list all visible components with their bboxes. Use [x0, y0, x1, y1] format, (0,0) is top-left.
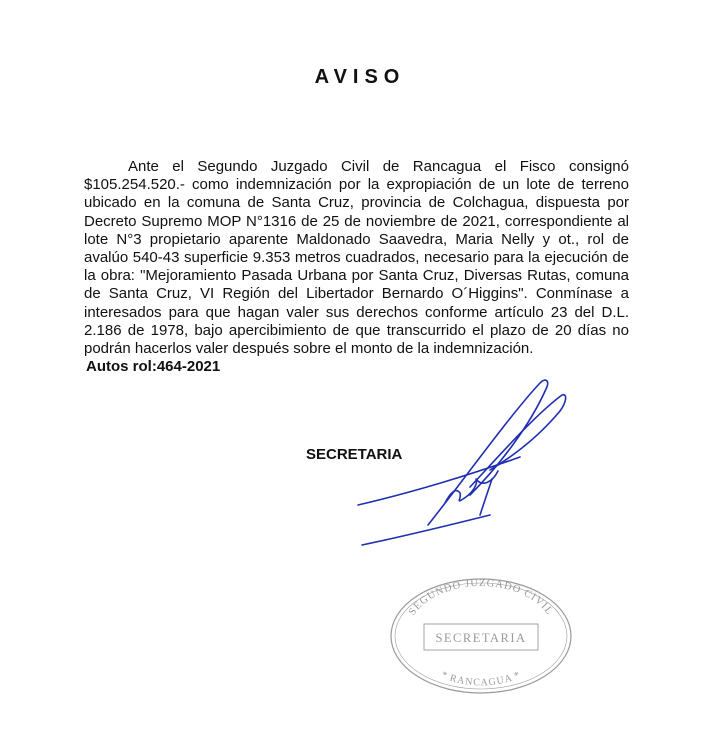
- svg-text:SEGUNDO JUZGADO CIVIL: [407, 578, 555, 618]
- signature-stroke-tick: [480, 479, 492, 515]
- signature-stroke-base: [358, 457, 520, 505]
- stamp-center-text: SECRETARIA: [435, 631, 527, 645]
- notice-paragraph: Ante el Segundo Juzgado Civil de Rancagua el Fisco consignó $105.254.520.- como indemnización por la expropiación de un lote de terreno ubicado en la comuna de Santa Cruz, provincia de Colchagua, dispuesta por Decreto Supremo MOP N°1316 de 25 de noviembre de 2021, correspondiente al lote N°3 propietario aparente Maldonado Saavedra, Maria Nelly y ot., rol de avalúo 540-43 superficie 9.353 metros cuadrados, necesario para la ejecución de la obra: "Mejoramiento Pasada Urbana por Santa Cruz, Diversas Rutas, comuna de Santa Cruz, VI Región del Libertador Bernardo O´Higgins". Conmínase a interesados para que hagan valer sus derechos conforme artículo 23 del D.L. 2.186 de 1978, bajo apercibimiento de que transcurrido el plazo de 20 días no podrán hacerlos valer después sobre el monto de la indemnización.: [84, 158, 629, 358]
- case-reference: Autos rol:464-2021: [86, 358, 221, 376]
- document-title: AVISO: [314, 66, 406, 88]
- court-seal: [388, 576, 574, 696]
- stamp-bottom-text: * RANCAGUA *: [439, 669, 523, 689]
- signatory-role: SECRETARIA: [306, 446, 403, 463]
- stamp-top-text: SEGUNDO JUZGADO CIVIL: [406, 577, 556, 618]
- svg-text:* RANCAGUA *: [439, 669, 522, 688]
- signature-stroke-loop-a: [428, 380, 548, 525]
- signature-stroke-underline: [362, 515, 490, 545]
- notice-body: [84, 158, 629, 376]
- signature-image: [350, 375, 575, 550]
